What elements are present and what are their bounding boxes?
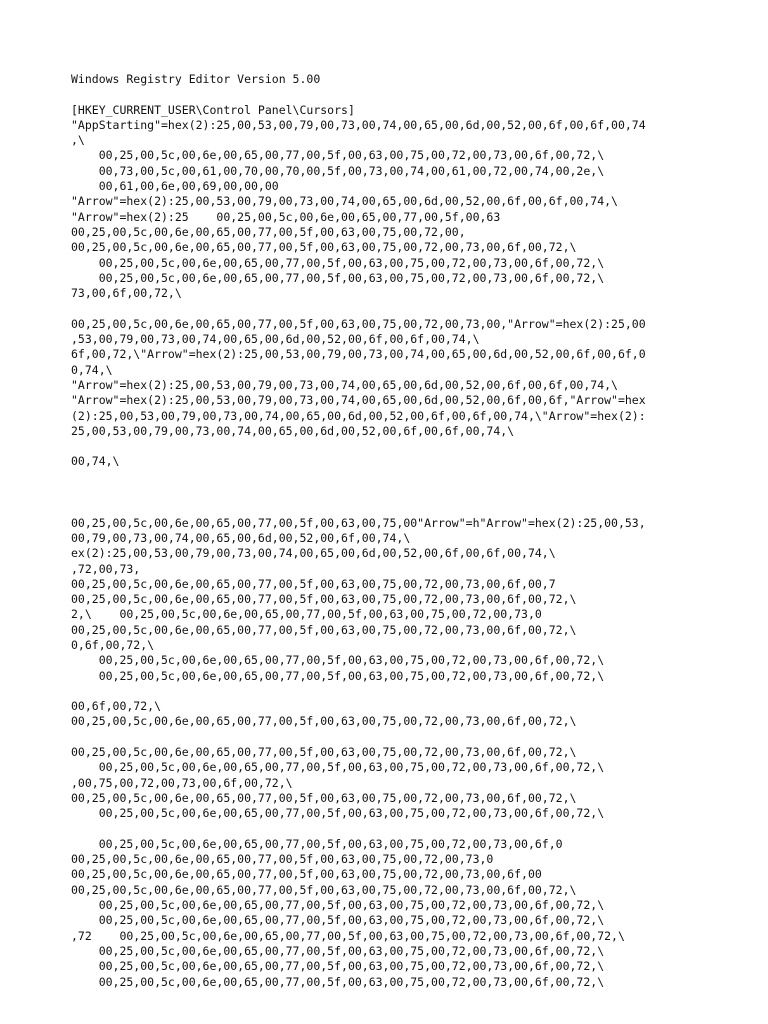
text-line: 00,25,00,5c,00,6e,00,65,00,77,00,5f,00,63,00,75,00,72,00,73,00,6f,00,72,\	[71, 882, 577, 897]
text-line: 00,79,00,73,00,74,00,65,00,6d,00,52,00,6f,00,74,\	[71, 530, 411, 545]
text-line: 00,25,00,5c,00,6e,00,65,00,77,00,5f,00,63,00,75,00,72,00,73,00,6f,00,72,\	[71, 974, 605, 989]
text-line: 00,25,00,5c,00,6e,00,65,00,77,00,5f,00,63,00,75,00,72,00,73,00,6f,0	[71, 836, 563, 851]
text-line	[71, 500, 751, 515]
text-line: 00,25,00,5c,00,6e,00,65,00,77,00,5f,00,63,00,75,00,72,00,73,00,6f,00,72,\	[71, 622, 577, 637]
text-line: 00,25,00,5c,00,6e,00,65,00,77,00,5f,00,63,00,75,00,72,00,73,00,6f,00,72,\	[71, 790, 577, 805]
text-line: 0,6f,00,72,\	[71, 637, 155, 652]
text-line: "Arrow"=hex(2):25,00,53,00,79,00,73,00,74,00,65,00,6d,00,52,00,6f,00,6f,"Arrow"=hex	[71, 393, 646, 408]
text-line: 00,74,\	[71, 454, 120, 469]
text-line: 00,25,00,5c,00,6e,00,65,00,77,00,5f,00,63,00,75,00,72,00,73,00,6f,00,72,\	[71, 148, 605, 163]
text-line: 00,25,00,5c,00,6e,00,65,00,77,00,5f,00,63,00,75,00,72,00,	[71, 224, 466, 239]
text-line: 2,\ 00,25,00,5c,00,6e,00,65,00,77,00,5f,00,63,00,75,00,72,00,73,0	[71, 607, 542, 622]
text-line	[71, 301, 751, 316]
text-line: ,00,75,00,72,00,73,00,6f,00,72,\	[71, 775, 293, 790]
text-line: 00,25,00,5c,00,6e,00,65,00,77,00,5f,00,63,00,75,00,72,00,73,00,6f,00,72,\	[71, 745, 577, 760]
text-line: (2):25,00,53,00,79,00,73,00,74,00,65,00,6d,00,52,00,6f,00,6f,00,74,\"Arrow"=hex(2):	[71, 408, 646, 423]
text-line: 00,25,00,5c,00,6e,00,65,00,77,00,5f,00,63,00,75,00,72,00,73,00,6f,00,72,\	[71, 898, 605, 913]
text-line: 0,74,\	[71, 362, 113, 377]
text-line: 00,25,00,5c,00,6e,00,65,00,77,00,5f,00,63,00,75,00,72,00,73,00,6f,00,72,\	[71, 240, 577, 255]
text-line: 00,25,00,5c,00,6e,00,65,00,77,00,5f,00,63,00,75,00,72,00,73,00,6f,00,72,\	[71, 270, 605, 285]
text-line: "Arrow"=hex(2):25,00,53,00,79,00,73,00,74,00,65,00,6d,00,52,00,6f,00,6f,00,74,\	[71, 194, 618, 209]
text-line	[71, 87, 751, 102]
text-line: 00,25,00,5c,00,6e,00,65,00,77,00,5f,00,63,00,75,00,72,00,73,00,6f,00,72,\	[71, 959, 605, 974]
text-line: 00,25,00,5c,00,6e,00,65,00,77,00,5f,00,63,00,75,00,72,00,73,00,6f,00,72,\	[71, 806, 605, 821]
text-line	[71, 684, 751, 699]
text-line: ,53,00,79,00,73,00,74,00,65,00,6d,00,52,00,6f,00,6f,00,74,\	[71, 332, 480, 347]
text-line: ex(2):25,00,53,00,79,00,73,00,74,00,65,00,6d,00,52,00,6f,00,6f,00,74,\	[71, 546, 556, 561]
registry-file-text	[71, 72, 751, 990]
text-line	[71, 485, 751, 500]
text-line: ,\	[71, 133, 85, 148]
text-line: 00,25,00,5c,00,6e,00,65,00,77,00,5f,00,63,00,75,00,72,00,73,00,6f,00,72,\	[71, 714, 577, 729]
text-line: 00,25,00,5c,00,6e,00,65,00,77,00,5f,00,63,00,75,00,72,00,73,00,6f,00,7	[71, 576, 556, 591]
text-line: ,72,00,73,	[71, 561, 141, 576]
text-line: ,72 00,25,00,5c,00,6e,00,65,00,77,00,5f,00,63,00,75,00,72,00,73,00,6f,00,72,\	[71, 928, 625, 943]
text-line: "AppStarting"=hex(2):25,00,53,00,79,00,73,00,74,00,65,00,6d,00,52,00,6f,00,6f,00,74	[71, 117, 646, 132]
text-line: 00,25,00,5c,00,6e,00,65,00,77,00,5f,00,63,00,75,00,72,00,73,00,6f,00,72,\	[71, 943, 605, 958]
text-line: 00,25,00,5c,00,6e,00,65,00,77,00,5f,00,63,00,75,00,72,00,73,00,6f,00,72,\	[71, 913, 605, 928]
text-line: 00,25,00,5c,00,6e,00,65,00,77,00,5f,00,63,00,75,00"Arrow"=h"Arrow"=hex(2):25,00,53,	[71, 515, 646, 530]
text-line: 00,61,00,6e,00,69,00,00,00	[71, 179, 279, 194]
text-line	[71, 470, 751, 485]
text-line: [HKEY_CURRENT_USER\Control Panel\Cursors]	[71, 102, 355, 117]
text-line: Windows Registry Editor Version 5.00	[71, 72, 321, 86]
text-line: 00,25,00,5c,00,6e,00,65,00,77,00,5f,00,63,00,75,00,72,00,73,0	[71, 852, 494, 867]
text-line: 00,25,00,5c,00,6e,00,65,00,77,00,5f,00,63,00,75,00,72,00,73,00,6f,00,72,\	[71, 668, 605, 683]
text-line: 00,25,00,5c,00,6e,00,65,00,77,00,5f,00,63,00,75,00,72,00,73,00,6f,00,72,\	[71, 653, 605, 668]
text-line	[71, 730, 751, 745]
text-line: 73,00,6f,00,72,\	[71, 286, 182, 301]
text-line: 00,25,00,5c,00,6e,00,65,00,77,00,5f,00,63,00,75,00,72,00,73,00,6f,00,72,\	[71, 255, 605, 270]
text-line: 00,6f,00,72,\	[71, 699, 162, 714]
text-line: 00,25,00,5c,00,6e,00,65,00,77,00,5f,00,63,00,75,00,72,00,73,00,6f,00	[71, 867, 542, 882]
text-line: 00,25,00,5c,00,6e,00,65,00,77,00,5f,00,63,00,75,00,72,00,73,00,6f,00,72,\	[71, 760, 605, 775]
text-line: "Arrow"=hex(2):25,00,53,00,79,00,73,00,74,00,65,00,6d,00,52,00,6f,00,6f,00,74,\	[71, 377, 618, 392]
text-line: 00,73,00,5c,00,61,00,70,00,70,00,5f,00,73,00,74,00,61,00,72,00,74,00,2e,\	[71, 163, 605, 178]
text-line: "Arrow"=hex(2):25 00,25,00,5c,00,6e,00,65,00,77,00,5f,00,63	[71, 209, 501, 224]
text-line	[71, 822, 751, 837]
text-line: 6f,00,72,\"Arrow"=hex(2):25,00,53,00,79,00,73,00,74,00,65,00,6d,00,52,00,6f,00,6f,0	[71, 347, 646, 362]
text-line: 25,00,53,00,79,00,73,00,74,00,65,00,6d,00,52,00,6f,00,6f,00,74,\	[71, 423, 515, 438]
text-line: 00,25,00,5c,00,6e,00,65,00,77,00,5f,00,63,00,75,00,72,00,73,00,6f,00,72,\	[71, 592, 577, 607]
text-line: 00,25,00,5c,00,6e,00,65,00,77,00,5f,00,63,00,75,00,72,00,73,00,"Arrow"=hex(2):25,00	[71, 316, 646, 331]
text-line	[71, 439, 751, 454]
